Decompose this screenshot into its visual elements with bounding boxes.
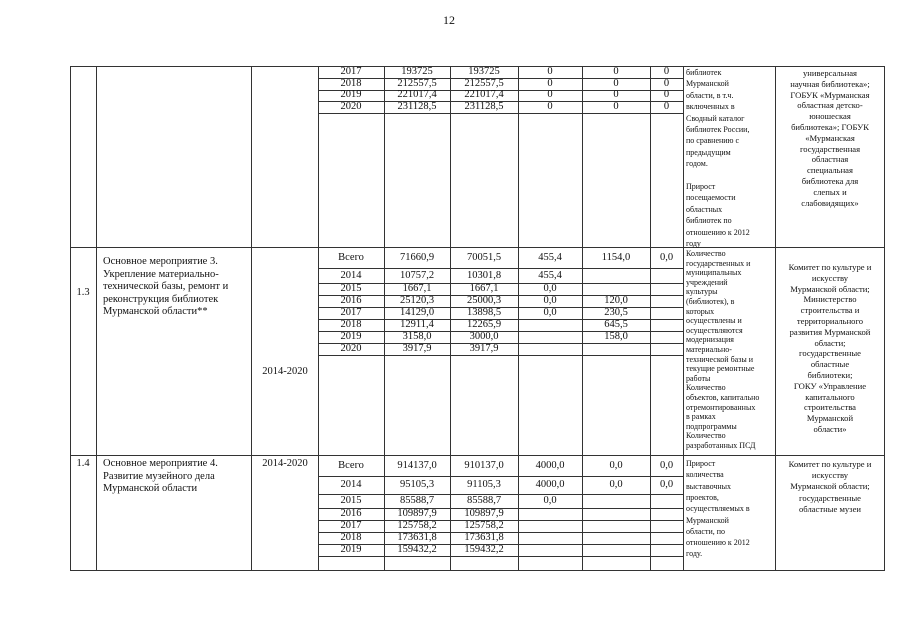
cell-c3: 230,5 [604, 307, 628, 318]
cell-total: 12911,4 [400, 319, 434, 330]
cell-c1: 231128,5 [464, 100, 504, 112]
cell-c4: 0 [663, 77, 670, 89]
cell-c1: 12265,9 [466, 319, 502, 330]
cell-c3: 645,5 [604, 319, 628, 330]
cell-c1: 91105,3 [467, 479, 501, 490]
cell-c1: 13898,5 [466, 307, 502, 318]
indicator-line: текущие ремонтные [686, 364, 755, 374]
column-divider [251, 66, 252, 570]
column-divider [775, 66, 776, 570]
responsible-line: области; [814, 337, 846, 348]
cell-c1: 3000,0 [469, 331, 499, 342]
page-number: 12 [443, 13, 455, 27]
measure-name: Мурманской области** [103, 306, 208, 318]
cell-total: 212557,5 [397, 77, 437, 89]
cell-year: Всего [338, 251, 364, 263]
cell-c4: 0 [663, 66, 670, 77]
indicator-line: предыдущим [686, 147, 731, 157]
responsible-line: Министерство [803, 294, 857, 305]
indicator-line: учреждений [686, 277, 728, 287]
cell-c2: 455,4 [538, 269, 562, 281]
cell-c1: 109897,9 [464, 508, 504, 519]
indicator-line: Мурманской [686, 515, 729, 525]
measure-name: Укрепление материально- [103, 268, 219, 280]
indicator-line: в рамках [686, 412, 716, 422]
cell-total: 109897,9 [397, 508, 437, 519]
responsible-line: ГОКУ «Управление [793, 380, 867, 391]
indicator-line: библиотек России, [686, 125, 750, 134]
cell-c2: 4000,0 [535, 459, 565, 471]
responsible-line: библиотека для [801, 176, 859, 186]
responsible-line: строительства [804, 402, 856, 413]
indicator-line: осуществляемых в [686, 504, 750, 514]
block-divider [70, 247, 885, 248]
responsible-line: областные музеи [798, 503, 861, 514]
cell-c3: 120,0 [604, 295, 628, 306]
column-divider [683, 66, 684, 570]
indicator-line: муниципальных [686, 268, 742, 278]
responsible-line: ГОБУК «Мурманская [790, 89, 870, 100]
cell-total: 25120,3 [399, 295, 435, 306]
indicator-line: отношению к 2012 [686, 227, 750, 237]
cell-year: 2020 [340, 343, 362, 354]
block-divider [70, 455, 885, 456]
indicator-line: разработанных ПСД [686, 441, 756, 450]
responsible-line: слабовидящих» [801, 197, 859, 208]
row-divider [318, 476, 683, 477]
responsible-line: юношеская [809, 111, 851, 122]
cell-c3: 0 [613, 100, 619, 112]
indicator-line: культуры [686, 287, 718, 297]
cell-total: 85588,7 [399, 495, 435, 506]
indicator-line: (библиотек), в [686, 297, 735, 306]
indicator-line: выставочных [686, 481, 732, 491]
cell-c3: 0 [613, 77, 619, 89]
indicator-line: области, в т.ч. [686, 90, 734, 100]
indicator-line: технической базы и [686, 354, 754, 364]
cell-year: 2018 [340, 319, 362, 330]
cell-c1: 3917,9 [469, 343, 499, 354]
responsible-line: специальная [807, 165, 853, 176]
cell-c3: 0 [613, 66, 619, 77]
cell-c1: 10301,8 [466, 269, 502, 281]
responsible-line: Мурманской области; [790, 283, 870, 294]
cell-total: 3917,9 [402, 343, 432, 354]
measure-name: Основное мероприятие 4. [103, 458, 218, 469]
cell-year: 2015 [340, 495, 362, 506]
cell-year: 2018 [340, 532, 362, 543]
cell-year: 2018 [340, 77, 362, 89]
cell-c1: 221017,4 [464, 89, 504, 101]
indicator-line: Мурманской [686, 79, 729, 89]
row-divider [318, 556, 683, 557]
indicator-line: библиотек [686, 68, 722, 77]
cell-c3: 1154,0 [601, 251, 631, 263]
cell-total: 14129,0 [399, 307, 435, 318]
cell-c3: 158,0 [604, 331, 628, 342]
responsible-line: областная детско- [797, 100, 863, 111]
cell-c2: 0 [547, 89, 553, 101]
cell-c2: 0 [547, 66, 553, 77]
cell-c2: 0,0 [543, 295, 557, 306]
cell-c1: 85588,7 [466, 495, 502, 506]
column-divider [96, 66, 97, 570]
indicator-line: областных [686, 204, 723, 214]
period: 2014-2020 [262, 366, 308, 377]
indicator-line: году [686, 239, 701, 248]
row-divider [318, 355, 683, 356]
responsible-line: территориального [796, 316, 864, 326]
cell-total: 193725 [401, 66, 433, 77]
cell-year: 2019 [340, 331, 362, 342]
indicator-line: осуществляются [686, 325, 743, 335]
responsible-line: Комитет по культуре и [788, 459, 872, 469]
indicator-line: отношению к 2012 [686, 538, 750, 548]
indicator-line: материально- [686, 345, 732, 354]
responsible-line: областная [811, 154, 849, 165]
responsible-line: государственные [799, 348, 861, 359]
responsible-line: Комитет по культуре и [788, 262, 872, 272]
cell-total: 159432,2 [397, 544, 437, 555]
cell-c2: 0 [547, 77, 553, 89]
cell-c4: 0 [663, 100, 670, 112]
cell-c3: 0,0 [609, 459, 623, 471]
indicator-line: посещаемости [686, 193, 736, 203]
cell-c4: 0 [663, 89, 670, 101]
indicator-line: году. [686, 549, 703, 559]
indicator-line: Количество [686, 431, 726, 441]
cell-year: 2019 [340, 544, 362, 555]
responsible-line: универсальная [803, 68, 857, 78]
cell-year: 2016 [340, 508, 362, 519]
indicator-line: проектов, [686, 492, 719, 502]
responsible-line: областные [810, 359, 850, 370]
indicator-line: Количество [686, 249, 726, 258]
cell-total: 173631,8 [397, 532, 437, 543]
cell-year: 2015 [340, 283, 362, 294]
item-number: 1.3 [76, 287, 90, 298]
cell-year: 2016 [340, 295, 362, 306]
indicator-line: подпрограммы [686, 421, 737, 431]
cell-year: 2017 [340, 307, 362, 318]
cell-c3: 0,0 [609, 479, 623, 490]
responsible-line: Мурманской [806, 413, 854, 424]
responsible-line: развития Мурманской [789, 326, 871, 337]
responsible-line: государственные [799, 492, 861, 503]
responsible-line: библиотеки; [807, 370, 853, 380]
responsible-line: области» [813, 424, 847, 434]
cell-c1: 212557,5 [464, 77, 504, 89]
cell-c2: 0 [547, 100, 553, 112]
indicator-line: объектов, капитально [686, 393, 760, 402]
cell-c1: 910137,0 [464, 459, 504, 471]
cell-c1: 159432,2 [464, 544, 504, 555]
cell-year: 2017 [340, 520, 362, 531]
cell-c1: 125758,2 [464, 520, 504, 531]
measure-name: Развитие музейного дела [103, 470, 215, 482]
responsible-line: научная библиотека»; [790, 78, 870, 89]
responsible-line: искусству [811, 470, 849, 481]
cell-year: 2014 [340, 269, 362, 281]
responsible-line: «Мурманская [805, 132, 855, 143]
cell-total: 914137,0 [397, 459, 437, 471]
indicator-line: библиотек по [686, 216, 732, 226]
cell-total: 71660,9 [399, 251, 435, 263]
cell-year: 2020 [340, 100, 362, 112]
cell-c4: 0,0 [659, 251, 674, 263]
cell-year: 2017 [340, 66, 362, 77]
responsible-line: капитального [805, 391, 855, 402]
cell-year: Всего [338, 459, 364, 471]
indicator-line: включенных в [686, 102, 735, 112]
measure-name: реконструкция библиотек [103, 293, 219, 305]
indicator-line: государственных и [686, 258, 751, 268]
measure-name: Мурманской области [103, 483, 198, 495]
indicator-line: по сравнению с [686, 136, 740, 146]
cell-total: 1667,1 [402, 283, 432, 294]
cell-c1: 1667,1 [469, 283, 499, 294]
measure-name: Основное мероприятие 3. [103, 256, 218, 267]
cell-total: 3158,0 [402, 331, 432, 342]
cell-c1: 173631,8 [464, 532, 504, 543]
cell-c2: 0,0 [543, 283, 557, 294]
indicator-line: осуществлены и [686, 316, 742, 326]
cell-total: 221017,4 [397, 89, 437, 101]
cell-year: 2014 [340, 479, 362, 490]
cell-c1: 193725 [468, 66, 500, 77]
indicator-line: Сводный каталог [686, 113, 745, 123]
cell-total: 10757,2 [399, 269, 435, 281]
cell-c2: 0,0 [543, 495, 557, 506]
responsible-line: государственная [799, 143, 861, 154]
period: 2014-2020 [262, 458, 308, 469]
cell-c2: 4000,0 [535, 479, 565, 490]
indicator-line: годом. [686, 159, 708, 169]
indicator-line: Прирост [686, 459, 716, 468]
responsible-line: библиотека»; ГОБУК [791, 122, 869, 132]
cell-c1: 70051,5 [466, 251, 502, 263]
indicator-line: которых [686, 306, 715, 316]
indicator-line: области, по [686, 526, 726, 536]
measure-name: технической базы, ремонт и [103, 281, 229, 293]
indicator-line: Прирост [686, 182, 716, 191]
indicator-line: Количество [686, 383, 726, 393]
cell-total: 125758,2 [397, 520, 437, 531]
responsible-line: искусству [811, 272, 849, 283]
cell-c4: 0,0 [659, 459, 674, 471]
cell-c4: 0,0 [659, 479, 674, 490]
cell-c3: 0 [613, 89, 619, 101]
responsible-line: Мурманской области; [790, 481, 870, 492]
indicator-line: количества [686, 470, 724, 480]
cell-year: 2019 [340, 89, 362, 101]
cell-c1: 25000,3 [466, 295, 502, 306]
indicator-line: работы [686, 373, 711, 383]
indicator-line: модернизация [686, 335, 734, 345]
item-number: 1.4 [76, 458, 90, 469]
cell-c2: 455,4 [538, 251, 562, 263]
responsible-line: строительства и [800, 305, 860, 316]
responsible-line: слепых и [813, 186, 847, 197]
indicator-line: отремонтированных [686, 402, 756, 412]
cell-c2: 0,0 [543, 307, 557, 318]
cell-total: 231128,5 [397, 100, 437, 112]
cell-total: 95105,3 [399, 479, 435, 490]
